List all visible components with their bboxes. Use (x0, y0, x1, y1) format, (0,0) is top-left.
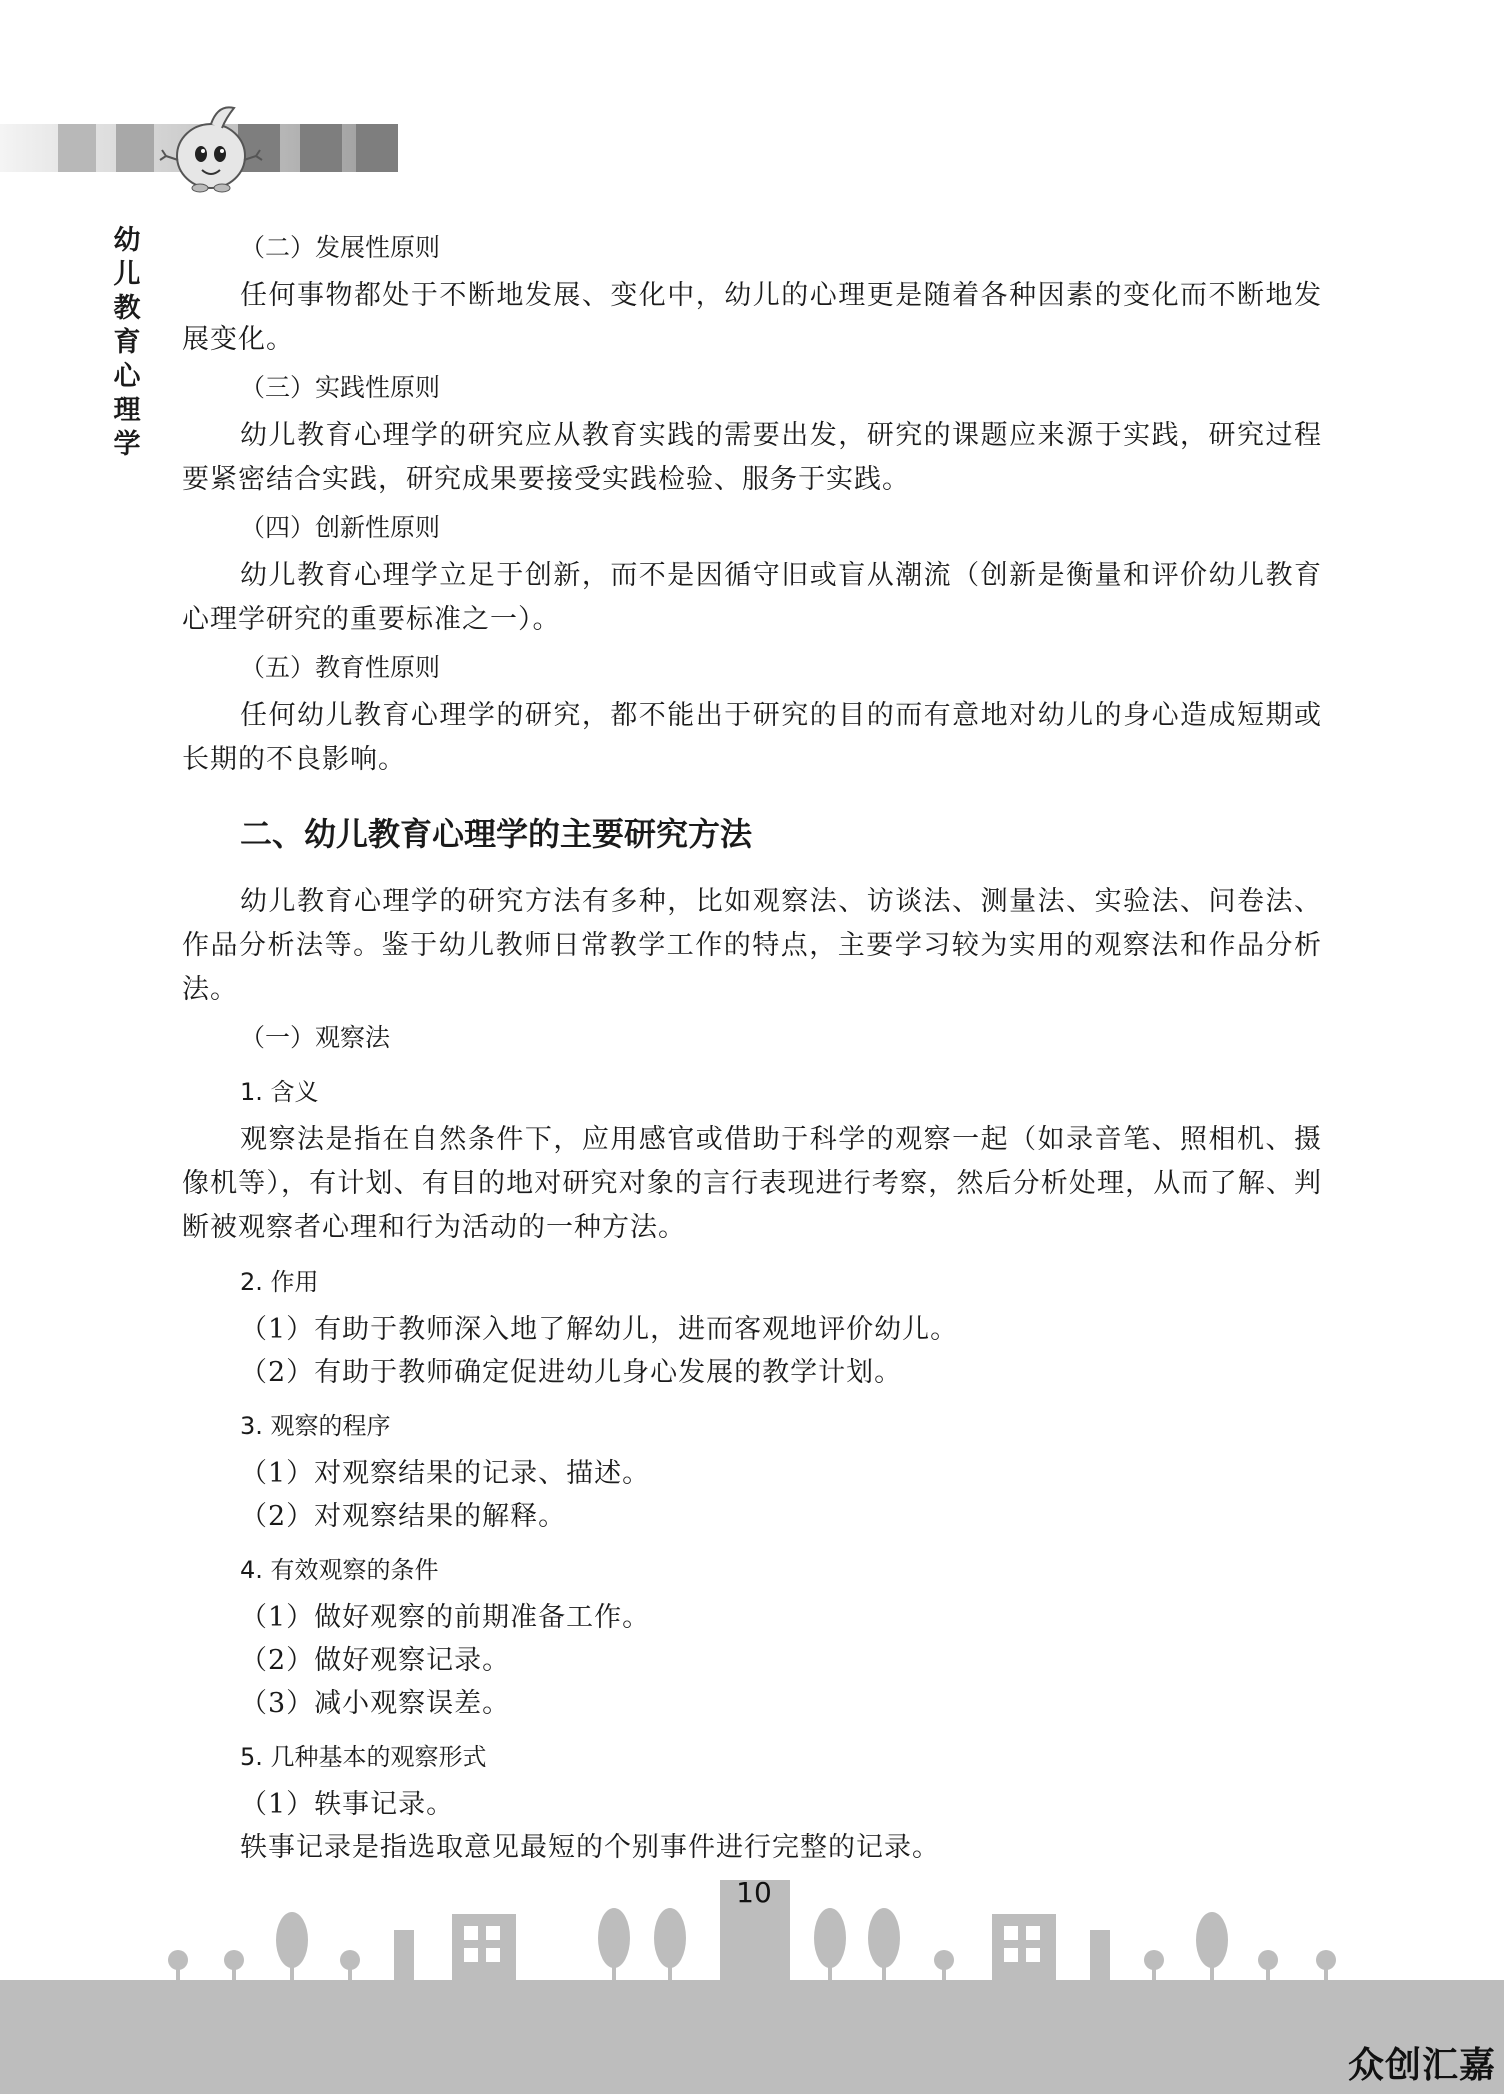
header-square (300, 124, 342, 172)
principle-text: 任何幼儿教育心理学的研究，都不能出于研究的目的而有意地对幼儿的身心造成短期或长期的不良影响。 (182, 700, 1322, 775)
role-heading: 2. 作用 (240, 1268, 319, 1296)
mascot-icon (156, 98, 266, 193)
principle-text: 幼儿教育心理学的研究应从教育实践的需要出发，研究的课题应来源于实践，研究过程要紧密结合实践，研究成果要接受实践检验、服务于实践。 (182, 420, 1322, 495)
list-item: （1）有助于教师深入地了解幼儿，进而客观地评价幼儿。 (240, 1314, 959, 1345)
principle-heading: （四）创新性原则 (240, 513, 441, 542)
list-item: （1）对观察结果的记录、描述。 (240, 1458, 651, 1489)
forms-heading: 5. 几种基本的观察形式 (240, 1743, 487, 1771)
principle-text: 任何事物都处于不断地发展、变化中，幼儿的心理更是随着各种因素的变化而不断地发展变化。 (182, 280, 1322, 355)
list-item: （2）做好观察记录。 (240, 1645, 511, 1676)
list-item: 轶事记录是指选取意见最短的个别事件进行完整的记录。 (240, 1832, 940, 1863)
list-item: （1）做好观察的前期准备工作。 (240, 1602, 651, 1633)
header-square (58, 124, 96, 172)
subsection-heading: （一）观察法 (240, 1023, 391, 1052)
page-number: 10 (736, 1876, 772, 1909)
meaning-text: 观察法是指在自然条件下，应用感官或借助于科学的观察一起（如录音笔、照相机、摄像机等），有计划、有目的地对研究对象的言行表现进行考察，然后分析处理，从而了解、判断被观察者心理和行为活动的一种方法。 (182, 1124, 1322, 1243)
section-title: 二、幼儿教育心理学的主要研究方法 (240, 815, 753, 853)
side-title: 幼儿教育心理学 (113, 225, 141, 460)
principle-text: 幼儿教育心理学立足于创新，而不是因循守旧或盲从潮流（创新是衡量和评价幼儿教育心理学研究的重要标准之一）。 (182, 560, 1322, 635)
list-item: （3）减小观察误差。 (240, 1688, 511, 1719)
list-item: （2）对观察结果的解释。 (240, 1501, 567, 1532)
principle-heading: （三）实践性原则 (240, 373, 441, 402)
principle-heading: （二）发展性原则 (240, 233, 441, 262)
footer-ground (0, 1980, 1504, 2094)
watermark: 众创汇嘉 (1347, 2045, 1496, 2086)
list-item: （2）有助于教师确定促进幼儿身心发展的教学计划。 (240, 1357, 903, 1388)
conditions-heading: 4. 有效观察的条件 (240, 1556, 439, 1584)
principle-heading: （五）教育性原则 (240, 653, 441, 682)
list-item: （1）轶事记录。 (240, 1789, 455, 1820)
header-square (116, 124, 154, 172)
procedure-heading: 3. 观察的程序 (240, 1412, 391, 1440)
page-content (182, 222, 1322, 1869)
header-square (356, 124, 398, 172)
section-intro: 幼儿教育心理学的研究方法有多种，比如观察法、访谈法、测量法、实验法、问卷法、作品分析法等。鉴于幼儿教师日常教学工作的特点，主要学习较为实用的观察法和作品分析法。 (182, 886, 1322, 1005)
meaning-heading: 1. 含义 (240, 1078, 319, 1106)
